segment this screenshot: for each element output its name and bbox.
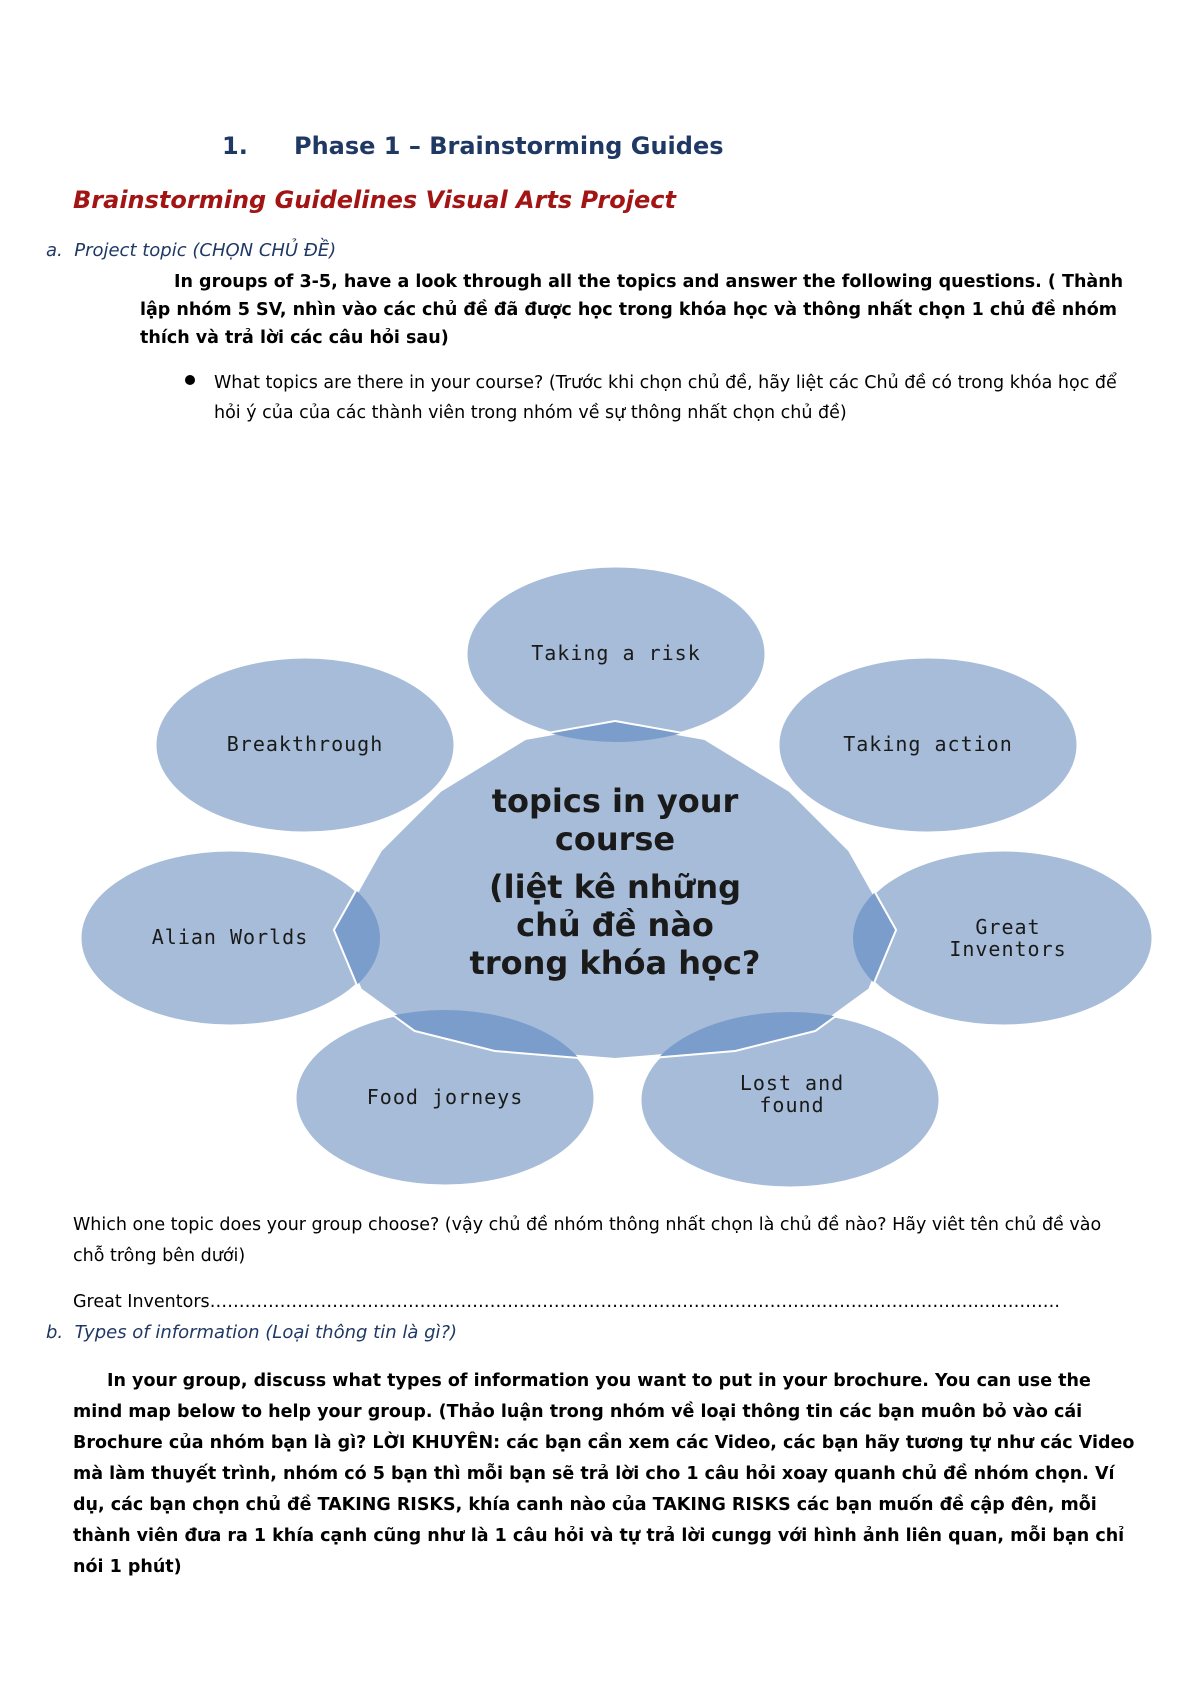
topic-label-great-inventors-b: Inventors	[949, 937, 1067, 961]
section-b-title: Types of information (Loại thông tin là gì?)	[74, 1322, 458, 1343]
section-a-label: a.	[46, 240, 63, 261]
topic-label-breakthrough: Breakthrough	[226, 732, 384, 756]
document-subtitle: Brainstorming Guidelines Visual Arts Project	[73, 186, 676, 214]
topics-diagram	[0, 560, 1200, 1200]
section-a-bullet: What topics are there in your course? (Trước khi chọn chủ đề, hãy liệt các Chủ đề có trong khóa học để hỏi ý của của các thành viên trong nhóm về sự thông nhất chọn chủ đề)	[214, 373, 1117, 423]
section-a-title: Project topic (CHỌN CHỦ ĐỀ)	[74, 240, 337, 261]
section-a-paragraph	[140, 268, 1130, 352]
topic-label-great-inventors-a: Great	[975, 915, 1041, 939]
topic-label-taking-action: Taking action	[843, 732, 1013, 756]
topic-label-lost-and-found-a: Lost and	[739, 1071, 845, 1095]
section-b-label: b.	[46, 1322, 64, 1343]
section-b-paragraph-text: In your group, discuss what types of information you want to put in your brochure. You can use the mind map below to help your group. (Thảo luận trong nhóm về loại thông tin các bạn muôn bỏ vào cái Brochure của nhóm bạn là gì? LỜI KHUYÊN: các bạn cần xem các Video, các bạn hãy tương tự như các Video mà làm thuyết trình, nhóm có 5 bạn thì mỗi bạn sẽ trả lời cho 1 câu hỏi xoay quanh chủ đề nhóm chọn. Ví dụ, các bạn chọn chủ đề TAKING RISKS, khía canh nào của TAKING RISKS các bạn muốn đề cập đên, mỗi thành viên đưa ra 1 khía cạnh cũng như là 1 câu hỏi và tự trả lời cungg với hình ảnh liên quan, mỗi bạn chỉ nói 1 phút)	[73, 1371, 1135, 1577]
topic-label-taking-a-risk: Taking a risk	[531, 641, 701, 665]
topic-answer-field[interactable]: Great Inventors…………………………………………………………………………………………..………………………..………….	[73, 1292, 1060, 1312]
center-subtitle-line-a: (liệt kê những	[489, 868, 741, 906]
center-subtitle-line-b: chủ đề nào	[516, 906, 714, 944]
center-subtitle-line-c: trong khóa học?	[469, 944, 761, 982]
center-title-line-a: topics in your	[491, 782, 739, 820]
section-heading	[222, 132, 724, 160]
heading-title: Phase 1 – Brainstorming Guides	[294, 132, 724, 160]
section-b-paragraph	[73, 1366, 1138, 1583]
topic-label-food-jorneys: Food jorneys	[366, 1085, 524, 1109]
section-a-paragraph-text: In groups of 3-5, have a look through all the topics and answer the following questions. ( Thành lập nhóm 5 SV, nhìn vào các chủ đề đã được học trong khóa học và thông nhất chọn 1 chủ đề nhóm thích và trả lời các câu hỏi sau)	[140, 272, 1124, 348]
heading-number: 1.	[222, 132, 248, 160]
topic-label-lost-and-found-b: found	[759, 1093, 825, 1117]
topic-question: Which one topic does your group choose? (vậy chủ đề nhóm thông nhất chọn là chủ đề nào? Hãy viêt tên chủ đề vào chỗ trông bên dưới)	[73, 1215, 1102, 1266]
topic-label-alian-worlds: Alian Worlds	[151, 925, 309, 949]
section-a-heading	[46, 240, 336, 261]
center-title-line-b: course	[554, 820, 676, 858]
section-b-heading	[46, 1322, 457, 1343]
bullet-icon	[185, 375, 195, 385]
